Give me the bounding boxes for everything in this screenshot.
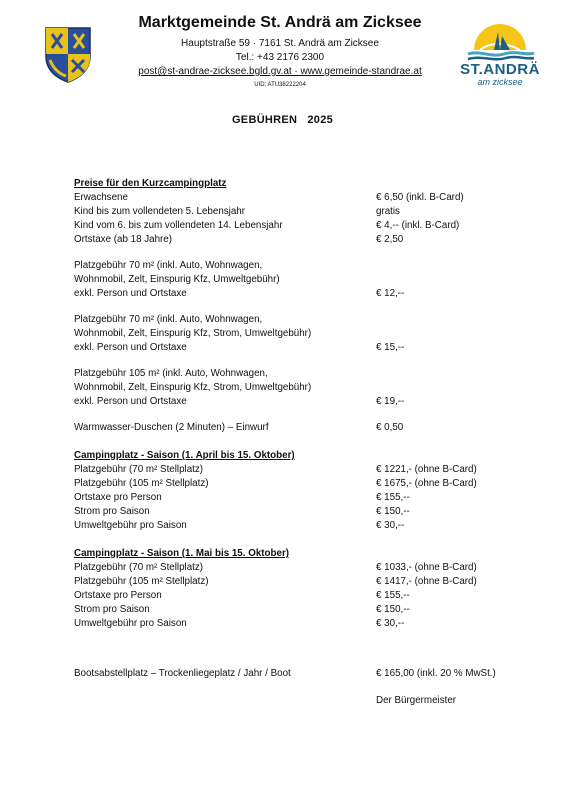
fee-label: Ortstaxe (ab 18 Jahre) <box>74 234 173 245</box>
fee-label: exkl. Person und Ortstaxe <box>74 288 187 299</box>
fee-price: € 2,50 <box>376 234 404 245</box>
contact-links[interactable]: post@st-andrae-zicksee.bgld.gv.at · www.gemeinde-standrae.at <box>138 66 422 77</box>
fee-price: € 0,50 <box>376 422 404 433</box>
fee-row <box>74 219 534 233</box>
fee-price: € 150,-- <box>376 506 410 517</box>
fee-line: Wohnmobil, Zelt, Einspurig Kfz, Strom, Umweltgebühr) <box>74 328 312 339</box>
fee-label: Platzgebühr (105 m² Stellplatz) <box>74 576 209 587</box>
section-title-saison-mai: Campingplatz - Saison (1. Mai bis 15. Oktober) <box>74 548 290 559</box>
fee-label: Umweltgebühr pro Saison <box>74 520 187 531</box>
fee-block-70 <box>74 259 534 301</box>
fee-row-shower <box>74 421 534 435</box>
fee-line: Wohnmobil, Zelt, Einspurig Kfz, Strom, Umweltgebühr) <box>74 382 312 393</box>
fee-row <box>74 617 534 631</box>
fee-list <box>74 177 534 708</box>
sun-boat-icon <box>460 20 540 62</box>
fee-label: exkl. Person und Ortstaxe <box>74 342 187 353</box>
fee-price: € 1033,- (ohne B-Card) <box>376 562 477 573</box>
brand-name: ST.ANDRÄ <box>460 61 540 78</box>
fee-price: € 19,-- <box>376 396 405 407</box>
fee-row <box>74 575 534 589</box>
fee-price: € 150,-- <box>376 604 410 615</box>
fee-price: € 4,-- (inkl. B-Card) <box>376 220 460 231</box>
fee-price: € 1417,- (ohne B-Card) <box>376 576 477 587</box>
fee-label: Ortstaxe pro Person <box>74 492 162 503</box>
fee-label: Erwachsene <box>74 192 128 203</box>
fee-price: € 6,50 (inkl. B-Card) <box>376 192 464 203</box>
signature-mayor: Der Bürgermeister <box>376 695 457 706</box>
fee-price: € 155,-- <box>376 492 410 503</box>
section-title-kurzcamping: Preise für den Kurzcampingplatz <box>74 178 227 189</box>
fee-price: gratis <box>376 206 400 217</box>
fee-row <box>74 589 534 603</box>
fee-line: Wohnmobil, Zelt, Einspurig Kfz, Umweltgebühr) <box>74 274 280 285</box>
fee-price: € 155,-- <box>376 590 410 601</box>
municipality-title: Marktgemeinde St. Andrä am Zicksee <box>138 14 422 31</box>
fee-row <box>74 341 534 355</box>
fee-label: Ortstaxe pro Person <box>74 590 162 601</box>
address-line: Hauptstraße 59 · 7161 St. Andrä am Zicksee <box>181 38 379 49</box>
fee-label: Warmwasser-Duschen (2 Minuten) – Einwurf <box>74 422 269 433</box>
document-title: GEBÜHREN 2025 <box>231 114 334 126</box>
fee-label: Platzgebühr (70 m² Stellplatz) <box>74 464 204 475</box>
fee-row <box>74 233 534 247</box>
fee-price: € 15,-- <box>376 342 405 353</box>
fee-row-boat <box>74 667 534 681</box>
fee-price: € 1675,- (ohne B-Card) <box>376 478 477 489</box>
fee-label: Kind bis zum vollendeten 5. Lebensjahr <box>74 206 246 217</box>
fee-row <box>74 205 534 219</box>
fee-block-70-strom <box>74 313 534 355</box>
fee-row <box>74 561 534 575</box>
fee-line: Platzgebühr 70 m² (inkl. Auto, Wohnwagen, <box>74 260 263 271</box>
fee-price: € 1221,- (ohne B-Card) <box>376 464 477 475</box>
fee-price: € 30,-- <box>376 618 405 629</box>
fee-price: € 165,00 (inkl. 20 % MwSt.) <box>376 668 496 679</box>
fee-row <box>74 491 534 505</box>
fee-row <box>74 395 534 409</box>
uid-line: UID: ATU38222204 <box>254 82 306 88</box>
fee-label: Strom pro Saison <box>74 506 150 517</box>
coat-of-arms-logo <box>44 26 92 84</box>
fee-price: € 12,-- <box>376 288 405 299</box>
fee-label: exkl. Person und Ortstaxe <box>74 396 187 407</box>
fee-row <box>74 505 534 519</box>
fee-label: Platzgebühr (105 m² Stellplatz) <box>74 478 209 489</box>
st-andrae-logo <box>458 20 542 94</box>
brand-subtitle: am zicksee <box>477 77 523 87</box>
fee-row <box>74 191 534 205</box>
fee-label: Umweltgebühr pro Saison <box>74 618 187 629</box>
fee-line: Platzgebühr 105 m² (inkl. Auto, Wohnwagen, <box>74 368 268 379</box>
fee-row <box>74 463 534 477</box>
section-title-saison-april: Campingplatz - Saison (1. April bis 15. Oktober) <box>74 450 295 461</box>
fee-line: Platzgebühr 70 m² (inkl. Auto, Wohnwagen, <box>74 314 263 325</box>
fee-row <box>74 287 534 301</box>
fee-label: Bootsabstellplatz – Trockenliegeplatz / Jahr / Boot <box>74 668 291 679</box>
fee-label: Strom pro Saison <box>74 604 150 615</box>
fee-row <box>74 519 534 533</box>
fee-block-105 <box>74 367 534 409</box>
fee-label: Kind vom 6. bis zum vollendeten 14. Lebensjahr <box>74 220 283 231</box>
fee-row <box>74 477 534 491</box>
fee-price: € 30,-- <box>376 520 405 531</box>
phone-line: Tel.: +43 2176 2300 <box>235 52 325 63</box>
fee-label: Platzgebühr (70 m² Stellplatz) <box>74 562 204 573</box>
fee-row <box>74 603 534 617</box>
